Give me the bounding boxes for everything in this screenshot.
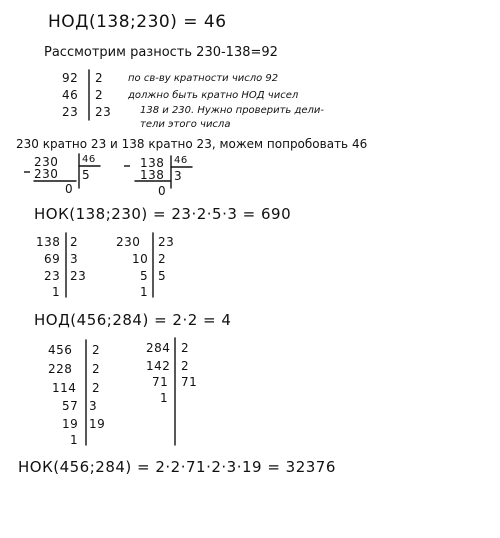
gcd2-right-row-0-right: 2 (181, 341, 190, 355)
lcm1-left-row-2-left: 23 (44, 269, 61, 283)
lcm2-title: НОК(456;284) = 2·2·71·2·3·19 = 32376 (18, 458, 336, 476)
gcd2-left-row-2-right: 2 (92, 381, 101, 395)
gcd2-left-row-1-right: 2 (92, 362, 101, 376)
gcd2-right-row-2-right: 71 (181, 375, 198, 389)
div-b-divisor: 46 (174, 155, 188, 166)
gcd1-row-1-right: 2 (95, 88, 104, 102)
gcd1-difference: Рассмотрим разность 230-138=92 (44, 45, 278, 60)
gcd2-right-row-3-left: 1 (160, 391, 169, 405)
gcd2-right-row-1-right: 2 (181, 359, 190, 373)
gcd1-row-0-left: 92 (62, 71, 79, 85)
lcm1-left-row-3-left: 1 (52, 285, 61, 299)
lcm1-left-row-1-right: 3 (70, 252, 79, 266)
gcd2-left-row-5-left: 1 (70, 433, 79, 447)
gcd1-note-1: по св-ву кратности число 92 (128, 73, 279, 84)
div-b-subtract: 138 (140, 168, 165, 182)
gcd2-left-row-1-left: 228 (48, 362, 73, 376)
gcd1-row-2-left: 23 (62, 105, 79, 119)
gcd2-title: НОД(456;284) = 2·2 = 4 (34, 311, 232, 329)
lcm1-right-row-2-right: 5 (158, 269, 167, 283)
gcd1-row-0-right: 2 (95, 71, 104, 85)
div-a-dividend: 230 (34, 155, 59, 169)
div-a-subtract: 230 (34, 167, 59, 181)
gcd2-right-row-2-left: 71 (152, 375, 169, 389)
gcd2-left-row-4-left: 19 (62, 417, 79, 431)
gcd2-left-row-0-left: 456 (48, 343, 73, 357)
lcm1-left-row-2-right: 23 (70, 269, 87, 283)
gcd2-left-row-4-right: 19 (89, 417, 106, 431)
gcd1-note-2: должно быть кратно НОД чисел (128, 90, 299, 101)
gcd1-row-1-left: 46 (62, 88, 79, 102)
lcm1-left-row-1-left: 69 (44, 252, 61, 266)
gcd1-check: 230 кратно 23 и 138 кратно 23, можем попробовать 46 (16, 137, 368, 151)
gcd2-left-row-3-right: 3 (89, 399, 98, 413)
lcm1-left-row-0-left: 138 (36, 235, 61, 249)
lcm1-right-row-0-left: 230 (116, 235, 141, 249)
lcm1-right-row-0-right: 23 (158, 235, 175, 249)
lcm1-left-row-0-right: 2 (70, 235, 79, 249)
div-a-remainder: 0 (65, 182, 74, 196)
gcd1-note-3: 138 и 230. Нужно проверить дели- (140, 105, 325, 116)
gcd2-left-row-2-left: 114 (52, 381, 77, 395)
lcm1-right-row-2-left: 5 (140, 269, 149, 283)
gcd2-right-row-0-left: 284 (146, 341, 171, 355)
gcd2-left-row-3-left: 57 (62, 399, 79, 413)
div-a-divisor: 46 (82, 154, 96, 165)
lcm1-right-row-1-right: 2 (158, 252, 167, 266)
div-b-dividend: 138 (140, 156, 165, 170)
lcm1-right-row-3-left: 1 (140, 285, 149, 299)
gcd2-right-row-1-left: 142 (146, 359, 171, 373)
gcd1-row-2-right: 23 (95, 105, 112, 119)
div-b-remainder: 0 (158, 184, 167, 198)
div-b-quotient: 3 (174, 169, 183, 183)
div-a-quotient: 5 (82, 168, 91, 182)
gcd1-note-4: тели этого числа (140, 119, 231, 130)
lcm1-right-row-1-left: 10 (132, 252, 149, 266)
gcd1-title: НОД(138;230) = 46 (48, 12, 227, 32)
gcd2-left-row-0-right: 2 (92, 343, 101, 357)
lcm1-title: НОК(138;230) = 23·2·5·3 = 690 (34, 205, 292, 223)
